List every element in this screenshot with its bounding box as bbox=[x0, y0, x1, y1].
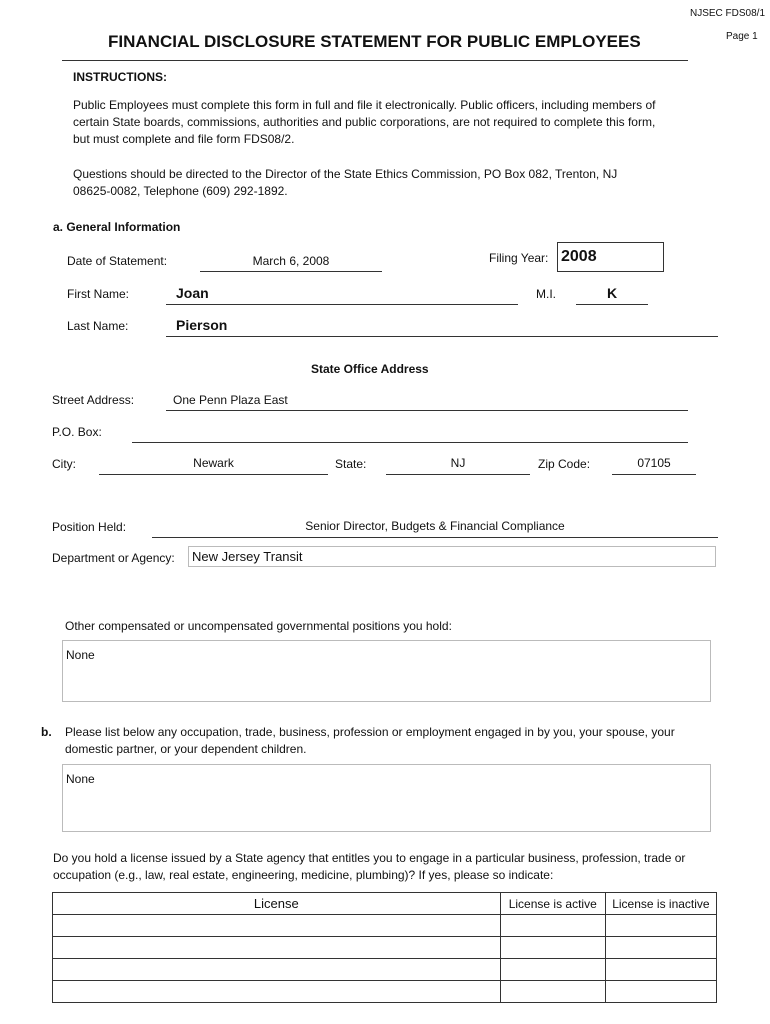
first-name-field[interactable]: Joan bbox=[176, 285, 209, 301]
first-name-label: First Name: bbox=[67, 287, 130, 301]
license-cell[interactable] bbox=[53, 915, 501, 937]
license-question-line: occupation (e.g., law, real estate, engineering, medicine, plumbing)? If yes, please so indicate: bbox=[53, 868, 554, 882]
instructions-heading: INSTRUCTIONS: bbox=[73, 70, 167, 84]
last-name-underline bbox=[166, 336, 718, 337]
form-code: NJSEC FDS08/1 bbox=[690, 8, 766, 19]
license-table-header bbox=[53, 893, 717, 915]
license-table bbox=[52, 892, 717, 1003]
position-held-field[interactable]: Senior Director, Budgets & Financial Compliance bbox=[305, 519, 565, 533]
instructions-line: but must complete and file form FDS08/2. bbox=[73, 132, 295, 146]
license-question bbox=[53, 850, 685, 884]
active-cell[interactable] bbox=[500, 959, 605, 981]
instructions-line: 08625-0082, Telephone (609) 292-1892. bbox=[73, 184, 288, 198]
mi-label: M.I. bbox=[536, 287, 556, 301]
inactive-cell[interactable] bbox=[605, 937, 716, 959]
street-address-field[interactable]: One Penn Plaza East bbox=[173, 393, 288, 407]
department-field[interactable]: New Jersey Transit bbox=[188, 546, 716, 567]
inactive-cell[interactable] bbox=[605, 915, 716, 937]
license-question-line: Do you hold a license issued by a State agency that entitles you to engage in a particular business, profession, trade or bbox=[53, 851, 686, 865]
instructions-line: Questions should be directed to the Director of the State Ethics Commission, PO Box 082, Trenton, NJ bbox=[73, 167, 618, 181]
section-a-heading: a. General Information bbox=[53, 220, 181, 234]
page-number: Page 1 bbox=[726, 31, 758, 42]
other-positions-field[interactable] bbox=[62, 640, 711, 702]
zip-code-field[interactable]: 07105 bbox=[637, 456, 671, 470]
occupation-value: None bbox=[66, 772, 95, 786]
instructions-paragraph-1 bbox=[73, 97, 655, 148]
license-cell[interactable] bbox=[53, 981, 501, 1003]
state-label: State: bbox=[335, 457, 367, 471]
city-label: City: bbox=[52, 457, 76, 471]
position-underline bbox=[152, 537, 718, 538]
department-label: Department or Agency: bbox=[52, 551, 175, 565]
section-b-question bbox=[65, 724, 675, 758]
street-label: Street Address: bbox=[52, 393, 135, 407]
occupation-field[interactable] bbox=[62, 764, 711, 832]
license-cell[interactable] bbox=[53, 959, 501, 981]
inactive-column-header: License is inactive bbox=[605, 893, 716, 915]
mi-underline bbox=[576, 304, 648, 305]
instructions-line: certain State boards, commissions, authorities and public corporations, are not required to complete this form, bbox=[73, 115, 656, 129]
active-cell[interactable] bbox=[500, 937, 605, 959]
city-underline bbox=[99, 474, 328, 475]
other-positions-value: None bbox=[66, 648, 95, 662]
last-name-label: Last Name: bbox=[67, 319, 129, 333]
last-name-field[interactable]: Pierson bbox=[176, 317, 228, 333]
active-cell[interactable] bbox=[500, 915, 605, 937]
instructions-paragraph-2 bbox=[73, 166, 617, 200]
po-box-underline bbox=[132, 442, 688, 443]
po-box-label: P.O. Box: bbox=[52, 425, 102, 439]
active-column-header: License is active bbox=[500, 893, 605, 915]
table-row bbox=[53, 959, 717, 981]
city-field[interactable]: Newark bbox=[193, 456, 234, 470]
date-underline bbox=[200, 271, 382, 272]
position-label: Position Held: bbox=[52, 520, 127, 534]
first-name-underline bbox=[166, 304, 518, 305]
state-field[interactable]: NJ bbox=[450, 456, 466, 470]
date-of-statement-field[interactable]: March 6, 2008 bbox=[252, 254, 330, 268]
filing-year-field[interactable]: 2008 bbox=[557, 242, 664, 272]
zip-label: Zip Code: bbox=[538, 457, 591, 471]
middle-initial-field[interactable]: K bbox=[606, 285, 618, 301]
inactive-cell[interactable] bbox=[605, 981, 716, 1003]
license-column-header: License bbox=[53, 893, 501, 915]
page-title: FINANCIAL DISCLOSURE STATEMENT FOR PUBLIC EMPLOYEES bbox=[108, 32, 641, 51]
po-box-field[interactable] bbox=[136, 424, 686, 441]
instructions-line: Public Employees must complete this form in full and file it electronically. Public officers, including members of bbox=[73, 98, 656, 112]
address-heading: State Office Address bbox=[311, 362, 429, 376]
state-underline bbox=[386, 474, 530, 475]
other-positions-label: Other compensated or uncompensated governmental positions you hold: bbox=[65, 619, 452, 633]
table-row bbox=[53, 937, 717, 959]
active-cell[interactable] bbox=[500, 981, 605, 1003]
section-b-marker: b. bbox=[41, 725, 52, 739]
table-row bbox=[53, 981, 717, 1003]
zip-underline bbox=[612, 474, 696, 475]
license-cell[interactable] bbox=[53, 937, 501, 959]
question-line: domestic partner, or your dependent children. bbox=[65, 742, 307, 756]
table-row bbox=[53, 915, 717, 937]
inactive-cell[interactable] bbox=[605, 959, 716, 981]
filing-year-label: Filing Year: bbox=[489, 251, 549, 265]
date-label: Date of Statement: bbox=[67, 254, 168, 268]
title-rule bbox=[62, 60, 688, 61]
street-underline bbox=[166, 410, 688, 411]
question-line: Please list below any occupation, trade, business, profession or employment engaged in by you, your spouse, your bbox=[65, 725, 675, 739]
